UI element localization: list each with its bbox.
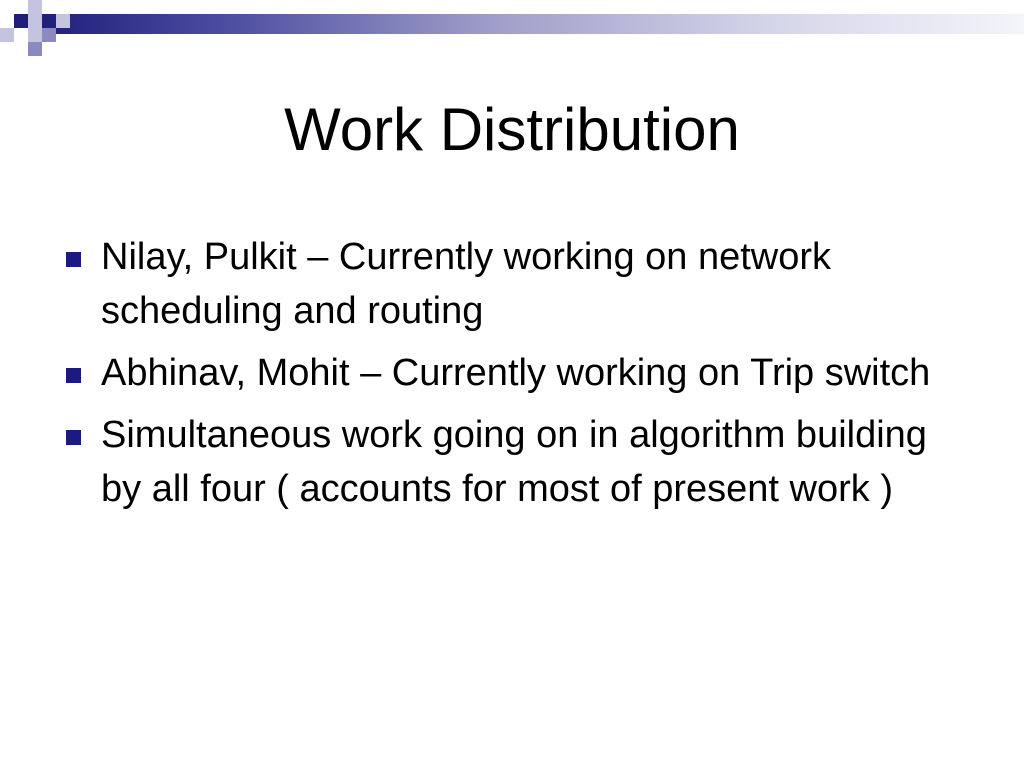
checker-square: [28, 42, 42, 56]
checker-square: [28, 0, 42, 14]
bullet-list: [64, 230, 974, 524]
square-bullet-icon: [66, 368, 81, 383]
slide-title: Work Distribution: [284, 96, 740, 163]
checker-square: [56, 14, 70, 28]
checker-square: [14, 14, 28, 28]
bullet-text: Nilay, Pulkit – Currently working on network scheduling and routing: [101, 236, 832, 332]
bullet-text: Abhinav, Mohit – Currently working on Trip switch: [101, 352, 931, 394]
square-bullet-icon: [66, 430, 81, 445]
bullet-item: [64, 230, 974, 338]
square-bullet-icon: [66, 252, 81, 267]
checker-square: [0, 28, 14, 42]
bullet-text: Simultaneous work going on in algorithm building by all four ( accounts for most of present work ): [101, 414, 927, 510]
header-gradient-bar: [40, 14, 1024, 34]
bullet-item: [64, 408, 974, 516]
checker-square: [42, 28, 56, 42]
checker-square: [28, 14, 42, 28]
bullet-item: [64, 346, 974, 400]
checker-square: [28, 28, 42, 42]
